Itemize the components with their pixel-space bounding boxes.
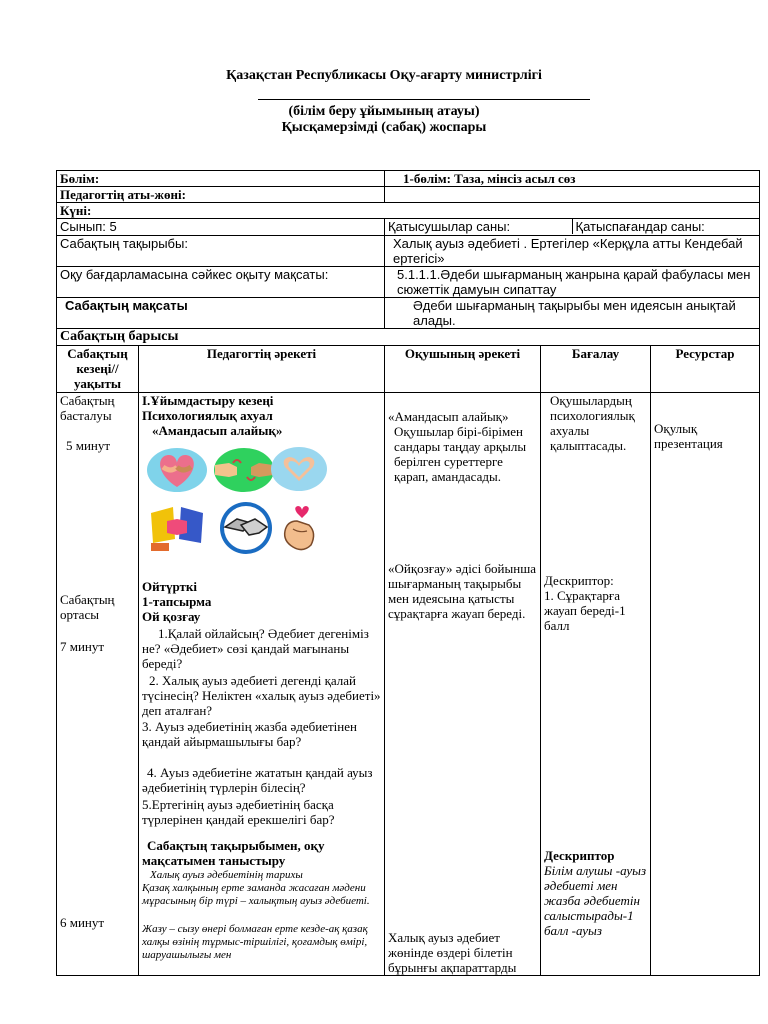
teacher-name-label: Педагогтің аты-жөні: <box>57 187 385 203</box>
col-teacher-header: Педагогтің әрекеті <box>139 346 385 393</box>
org-name-line <box>258 99 590 100</box>
fist-bump-icon <box>214 448 274 492</box>
topic-value: Халық ауыз әдебиеті . Ертегілер «Керқұла атты Кендебай ертегісі» <box>385 236 760 267</box>
question-2: 2. Халық ауыз әдебиеті дегенді қалай түсінесің? Неліктен «халық ауыз әдебиеті» деп аталған? <box>142 673 381 718</box>
assess-descriptor-label: Дескриптор: <box>544 573 614 588</box>
lesson-body-row <box>57 393 760 976</box>
question-4: 4. Ауыз әдебиетіне жататын қандай ауыз әдебиетінің түрлерін білесің? <box>142 765 373 795</box>
teacher-action-cell <box>139 393 385 976</box>
column-header-row <box>57 346 760 393</box>
intro-title: Сабақтың тақырыбымен, оқу мақсатымен таныстыру <box>142 838 325 868</box>
section-label: Бөлім: <box>57 171 385 187</box>
question-3: 3. Ауыз әдебиетінің жазба әдебиетінен қандай айырмашылығы бар? <box>142 719 357 749</box>
heart-gesture-icon <box>271 447 327 491</box>
section-value: 1-бөлім: Таза, мінсіз асыл сөз <box>385 171 760 187</box>
progress-label: Сабақтың барысы <box>57 329 760 346</box>
greeting-icons <box>147 443 327 555</box>
teacher-name-value <box>385 187 760 203</box>
org-placeholder: (білім беру ұйымының атауы) <box>288 104 480 119</box>
assess-descriptor-2-body: Білім алушы -ауыз әдебиеті мен жазба әдебиетін салыстырады-1 балл -ауыз <box>544 863 647 938</box>
goals-value: 5.1.1.1.Әдеби шығарманың жанрына қарай фабуласы мен сюжеттік дамуын сипаттау <box>385 267 760 298</box>
topic-row <box>57 236 760 267</box>
stage-time-3: 6 минут <box>60 915 105 930</box>
student-action-cell <box>385 393 541 976</box>
grade-label: Сынып: 5 <box>57 219 385 236</box>
stage-middle: Сабақтың ортасы <box>60 592 115 622</box>
resource-cell <box>651 393 760 976</box>
task1-name: Ой қозғау <box>142 609 201 624</box>
history-paragraph-2: Жазу – сызу өнері болмаған ерте кезде-ақ қазақ халқы өзінің тұрмыс-тіршілігі, қоғамдық өмірі, шаруашылығы мен <box>142 923 368 961</box>
col-stage-header: Сабақтың кезеңі// уақыты <box>57 346 139 393</box>
finger-heart-icon <box>285 506 314 550</box>
org-stage-title: І.Ұйымдастыру кезеңі <box>142 393 274 408</box>
goals-row <box>57 267 760 298</box>
student-info: Халық ауыз әдебиет жөнінде өздері білетін бұрынғы ақпараттарды <box>388 930 517 975</box>
aim-value: Әдеби шығарманың тақырыбы мен идеясын анықтай алады. <box>385 298 760 329</box>
attendance-cell <box>385 219 760 236</box>
col-assess-header: Бағалау <box>541 346 651 393</box>
aim-label: Сабақтың мақсаты <box>57 298 385 329</box>
student-greeting-desc: Оқушылар бірі-бірімен сандары таңдау арқылы берілген суреттерге қарап, амандасады. <box>394 424 527 484</box>
aim-row <box>57 298 760 329</box>
stage-cell <box>57 393 139 976</box>
lesson-plan-table <box>56 170 760 976</box>
think-title: Ойтүрткі <box>142 579 198 594</box>
teacher-name-row <box>57 187 760 203</box>
heart-hands-icon <box>147 448 207 492</box>
assessment-cell <box>541 393 651 976</box>
stage-middle-time: 7 минут <box>60 639 105 654</box>
assess-descriptor-2-title: Дескриптор <box>544 848 615 863</box>
history-paragraph-1: Қазақ халқының ерте заманда жасаған мәдени мұрасының бір түрі – халықтың ауыз әдебиеті. <box>142 882 370 907</box>
progress-row <box>57 329 760 346</box>
date-row <box>57 203 760 219</box>
student-greeting: «Амандасып алайық» <box>388 409 509 424</box>
ministry-title: Қазақстан Республикасы Оқу-ағарту министрлігі <box>226 68 542 83</box>
psy-title: Психологиялық ахуал <box>142 408 273 423</box>
stage-start-time: 5 минут <box>66 438 111 453</box>
plan-title: Қысқамерзімді (сабақ) жоспары <box>281 120 487 135</box>
resource-presentation: Оқулық презентация <box>654 421 723 451</box>
absent-label: Қатыспағандар саны: <box>572 219 760 234</box>
handshake-icon <box>220 502 272 554</box>
task1-title: 1-тапсырма <box>142 594 212 609</box>
assess-descriptor-1: 1. Сұрақтарға жауап береді-1 балл <box>544 588 626 633</box>
elbow-bump-icon <box>147 505 207 553</box>
teacher-greeting: «Амандасып алайық» <box>152 423 283 438</box>
student-method: «Ойқозғау» әдісі бойынша шығарманың тақырыбы мен идеясына қатысты сұрақтарға жауап береді. <box>388 561 536 621</box>
present-label: Қатысушылар саны: <box>388 219 511 234</box>
col-student-header: Оқушының әрекеті <box>385 346 541 393</box>
col-resource-header: Ресурстар <box>651 346 760 393</box>
question-5: 5.Ертегінің ауыз әдебиетінің басқа түрлерінен қандай ерекшелігі бар? <box>142 797 335 827</box>
stage-start: Сабақтың басталуы <box>60 393 115 423</box>
assess-psy: Оқушылардың психологиялық ахуалы қалыптасады. <box>550 393 635 453</box>
grade-row <box>57 219 760 236</box>
section-row <box>57 171 760 187</box>
topic-label: Сабақтың тақырыбы: <box>57 236 385 267</box>
history-title: Халық ауыз әдебиетінің тарихы <box>150 869 303 881</box>
question-1: 1.Қалай ойлайсың? Әдебиет дегеніміз не? «Әдебиет» сөзі қандай мағынаны береді? <box>142 626 369 671</box>
date-label: Күні: <box>57 203 760 219</box>
goals-label: Оқу бағдарламасына сәйкес оқыту мақсаты: <box>57 267 385 298</box>
